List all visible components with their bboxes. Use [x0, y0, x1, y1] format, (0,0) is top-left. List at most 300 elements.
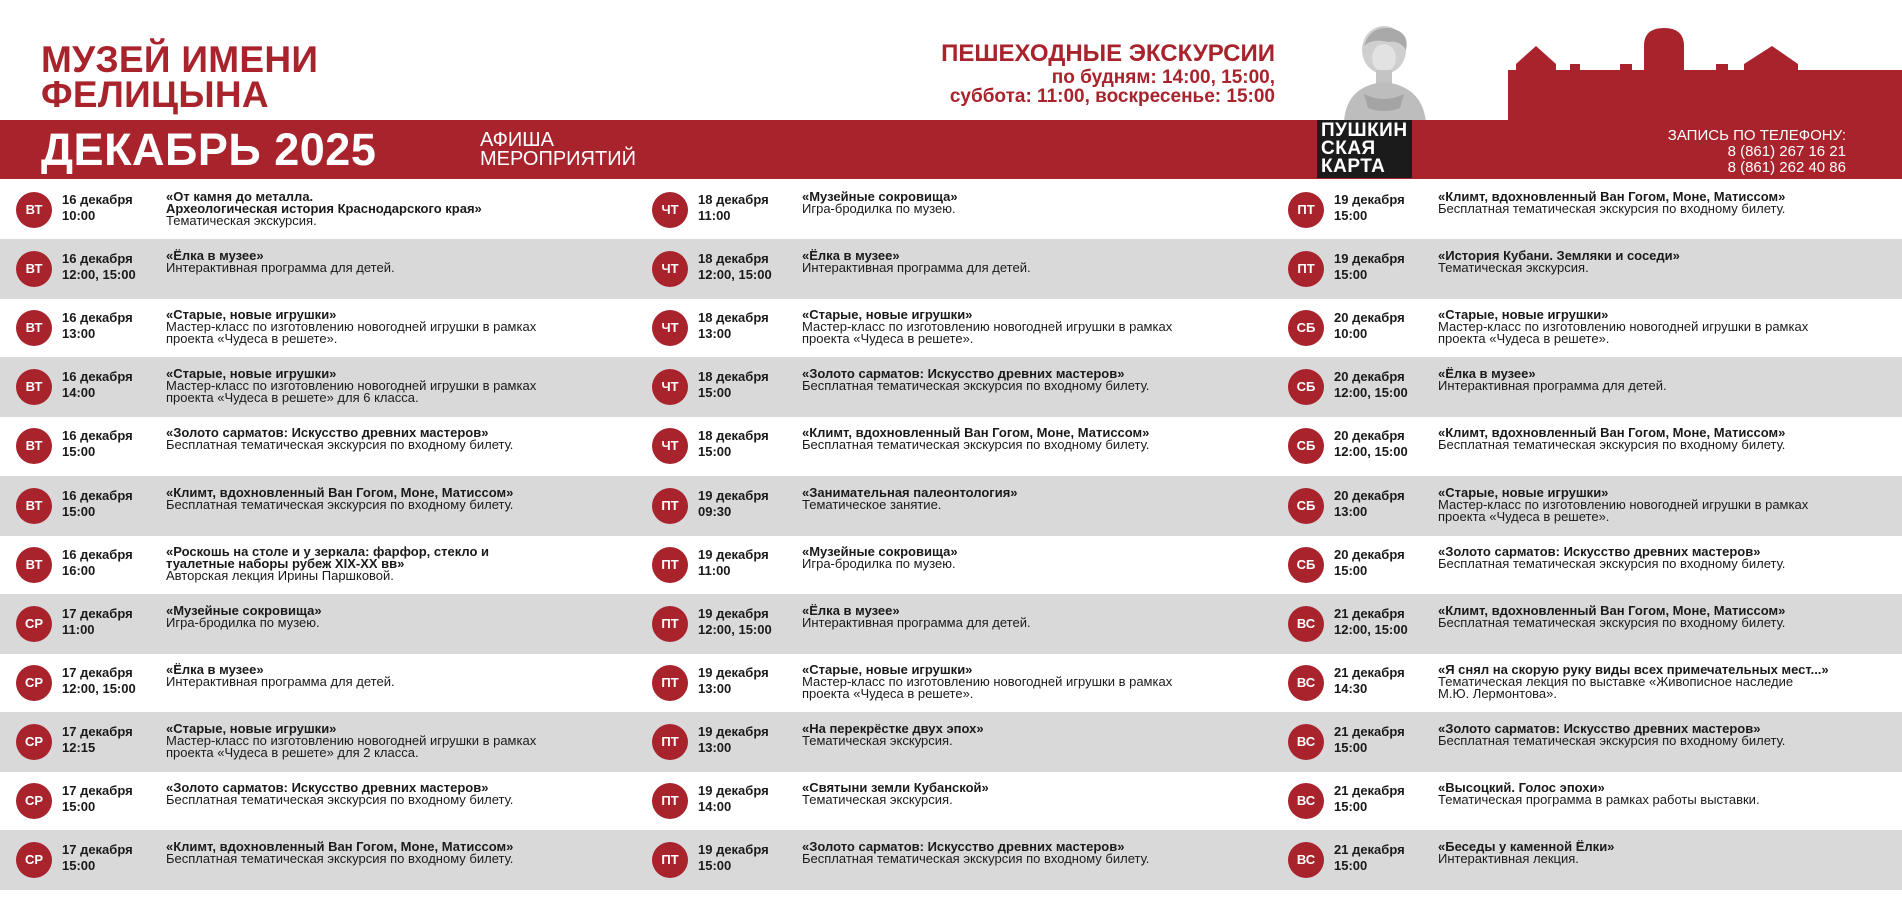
event-date: 21 декабря: [1334, 723, 1405, 739]
event-datetime: [1334, 310, 1405, 342]
event-date: 16 декабря: [62, 310, 133, 326]
event-date: 16 декабря: [62, 428, 133, 444]
event-datetime: [1334, 842, 1405, 874]
event-info: [166, 841, 513, 865]
event-date: 19 декабря: [698, 664, 769, 680]
weekday-badge: ВТ: [16, 251, 52, 287]
event-date: 19 декабря: [698, 723, 769, 739]
event-item: [0, 298, 630, 358]
event-item: [636, 476, 1266, 536]
event-datetime: [1334, 428, 1408, 460]
weekday-badge: ПТ: [652, 842, 688, 878]
event-title: «Старые, новые игрушки»: [166, 366, 337, 382]
event-time: 15:00: [1334, 267, 1368, 283]
event-title: «Музейные сокровища»: [802, 189, 958, 204]
event-info: [166, 427, 513, 451]
event-time: 09:30: [698, 503, 732, 519]
event-time: 12:15: [62, 739, 96, 755]
event-info: [166, 250, 395, 274]
event-description: проекта «Чудеса в решете».: [802, 331, 974, 347]
event-item: [0, 653, 630, 713]
weekday-badge: ВТ: [16, 488, 52, 524]
weekday-badge: ВС: [1288, 842, 1324, 878]
weekday-badge: ЧТ: [652, 428, 688, 464]
museum-name-line2: ФЕЛИЦЫНА: [41, 74, 269, 115]
weekday-badge: ВС: [1288, 724, 1324, 760]
event-info: [166, 782, 513, 806]
event-time: 12:00, 15:00: [698, 267, 772, 283]
event-date: 20 декабря: [1334, 546, 1405, 562]
event-item: [1272, 180, 1902, 240]
event-datetime: [698, 192, 769, 224]
event-title: «Золото сарматов: Искусство древних мастеров»: [802, 366, 1125, 382]
event-description: Тематическая программа в рамках работы выставки.: [1438, 792, 1760, 807]
event-date: 19 декабря: [698, 487, 769, 503]
event-datetime: [1334, 547, 1405, 579]
event-time: 15:00: [698, 444, 732, 460]
event-title: «Климт, вдохновленный Ван Гогом, Моне, Матиссом»: [1438, 425, 1786, 441]
event-description: Бесплатная тематическая экскурсия по входному билету.: [802, 437, 1150, 453]
event-info: [1438, 543, 1786, 571]
event-info: [802, 543, 958, 571]
event-title: «Золото сарматов: Искусство древних мастеров»: [1438, 720, 1761, 736]
weekday-badge: СБ: [1288, 428, 1324, 464]
event-description: Тематическая экскурсия.: [1438, 260, 1589, 276]
event-datetime: [698, 547, 769, 579]
event-datetime: [62, 428, 133, 460]
event-description: Бесплатная тематическая экскурсия по входному билету.: [166, 496, 514, 512]
event-description: Бесплатная тематическая экскурсия по входному билету.: [1438, 201, 1786, 216]
event-description: Тематическая экскурсия.: [166, 213, 317, 228]
event-item: [0, 476, 630, 536]
event-title: «Старые, новые игрушки»: [1438, 307, 1609, 323]
event-title: «Роскошь на столе и у зеркала: фарфор, стекло и: [166, 543, 490, 559]
event-datetime: [62, 251, 136, 283]
weekday-badge: ПТ: [1288, 192, 1324, 228]
phone-booking: [1668, 128, 1846, 176]
event-description: Бесплатная тематическая экскурсия по входному билету.: [1438, 732, 1786, 748]
phone-number-2: 8 (861) 262 40 86: [1727, 159, 1846, 176]
event-time: 13:00: [698, 326, 732, 342]
event-title: «Музейные сокровища»: [802, 543, 958, 559]
event-item: [1272, 653, 1902, 713]
weekday-badge: ВТ: [16, 547, 52, 583]
weekday-badge: СБ: [1288, 310, 1324, 346]
event-info: [166, 543, 490, 583]
event-description: проекта «Чудеса в решете» для 6 класса.: [166, 390, 419, 406]
event-item: [636, 535, 1266, 595]
events-schedule: [0, 180, 1902, 900]
event-description: Игра-бродилка по музею.: [166, 614, 320, 630]
event-description: Бесплатная тематическая экскурсия по входному билету.: [802, 378, 1150, 394]
event-date: 16 декабря: [62, 192, 133, 207]
event-info: [802, 309, 1172, 345]
event-info: [166, 720, 537, 760]
event-info: [1438, 841, 1614, 865]
event-info: [1438, 782, 1760, 806]
event-info: [1438, 368, 1667, 392]
event-title: «Климт, вдохновленный Ван Гогом, Моне, Матиссом»: [166, 484, 514, 500]
event-title: «Ёлка в музее»: [166, 248, 264, 264]
event-date: 19 декабря: [698, 546, 769, 562]
event-info: [802, 782, 989, 806]
phone-label: ЗАПИСЬ ПО ТЕЛЕФОНУ:: [1667, 127, 1846, 144]
event-date: 18 декабря: [698, 369, 769, 385]
event-description: Авторская лекция Ирины Паршковой.: [166, 567, 394, 583]
event-description: Мастер-класс по изготовлению новогодней игрушки в рамках: [802, 319, 1173, 335]
event-description: Тематическая экскурсия.: [802, 792, 953, 807]
phone-number-1: 8 (861) 267 16 21: [1727, 143, 1846, 160]
event-datetime: [698, 606, 772, 638]
event-info: [1438, 427, 1785, 451]
event-description: Бесплатная тематическая экскурсия по входному билету.: [1438, 614, 1786, 630]
event-datetime: [62, 665, 136, 697]
event-datetime: [62, 783, 133, 815]
event-title: «Беседы у каменной Ёлки»: [1438, 839, 1615, 855]
event-info: [166, 602, 322, 630]
event-date: 16 декабря: [62, 251, 133, 267]
event-title: Археологическая история Краснодарского края»: [166, 201, 482, 216]
event-time: 10:00: [62, 208, 96, 223]
event-description: М.Ю. Лермонтова».: [1438, 685, 1558, 701]
event-item: [0, 771, 630, 831]
event-time: 15:00: [62, 444, 96, 460]
event-datetime: [698, 783, 769, 815]
event-date: 16 декабря: [62, 546, 133, 562]
event-time: 11:00: [62, 621, 95, 637]
event-info: [802, 368, 1149, 392]
weekday-badge: СБ: [1288, 547, 1324, 583]
event-time: 15:00: [1334, 562, 1368, 578]
weekday-badge: ЧТ: [652, 310, 688, 346]
walking-tours-weekend: суббота: 11:00, воскресенье: 15:00: [949, 86, 1275, 107]
event-description: Мастер-класс по изготовлению новогодней игрушки в рамках: [166, 319, 537, 335]
event-info: [1438, 250, 1680, 274]
weekday-badge: ВС: [1288, 665, 1324, 701]
event-info: [802, 250, 1031, 274]
event-time: 15:00: [62, 799, 96, 814]
weekday-badge: ВС: [1288, 783, 1324, 819]
event-info: [802, 661, 1173, 701]
event-title: «Старые, новые игрушки»: [802, 661, 973, 677]
event-item: [1272, 239, 1902, 299]
event-date: 17 декабря: [62, 605, 133, 621]
event-time: 11:00: [698, 208, 731, 223]
event-title: «Музейные сокровища»: [166, 602, 322, 618]
event-title: «Золото сарматов: Искусство древних мастеров»: [1438, 543, 1761, 559]
event-datetime: [698, 251, 772, 283]
event-time: 12:00, 15:00: [698, 621, 772, 637]
event-time: 11:00: [698, 562, 731, 578]
weekday-badge: ВТ: [16, 428, 52, 464]
event-info: [166, 191, 482, 227]
weekday-badge: СР: [16, 606, 52, 642]
weekday-badge: ЧТ: [652, 369, 688, 405]
event-description: Мастер-класс по изготовлению новогодней игрушки в рамках: [166, 378, 537, 394]
event-title: «История Кубани. Земляки и соседи»: [1438, 248, 1680, 264]
museum-name-line1: МУЗЕЙ ИМЕНИ: [41, 39, 319, 80]
event-title: «Ёлка в музее»: [1438, 366, 1536, 382]
afisha-line2: МЕРОПРИЯТИЙ: [480, 148, 636, 170]
event-datetime: [1334, 783, 1405, 815]
event-item: [0, 180, 630, 240]
event-title: «Климт, вдохновленный Ван Гогом, Моне, Матиссом»: [1438, 602, 1786, 618]
event-description: Бесплатная тематическая экскурсия по входному билету.: [802, 851, 1150, 867]
event-time: 12:00, 15:00: [62, 267, 136, 283]
weekday-badge: СР: [16, 783, 52, 819]
event-item: [636, 180, 1266, 240]
event-item: [0, 357, 630, 417]
event-title: «Старые, новые игрушки»: [802, 307, 973, 323]
event-description: Тематическое занятие.: [802, 496, 942, 512]
event-description: проекта «Чудеса в решете».: [802, 685, 974, 701]
event-title: «Золото сарматов: Искусство древних мастеров»: [166, 425, 489, 441]
event-time: 15:00: [1334, 739, 1368, 755]
month-title: ДЕКАБРЬ 2025: [41, 124, 377, 175]
event-description: Бесплатная тематическая экскурсия по входному билету.: [166, 437, 514, 453]
event-item: [1272, 594, 1902, 654]
event-datetime: [62, 547, 133, 579]
event-time: 15:00: [62, 858, 96, 874]
event-description: Бесплатная тематическая экскурсия по входному билету.: [1438, 437, 1786, 453]
pushkin-card-line2: СКАЯ: [1321, 138, 1376, 159]
event-item: [636, 771, 1266, 831]
event-info: [802, 720, 984, 748]
event-datetime: [1334, 606, 1408, 638]
event-item: [636, 298, 1266, 358]
event-datetime: [698, 369, 769, 401]
event-datetime: [62, 488, 133, 520]
weekday-badge: СР: [16, 842, 52, 878]
event-info: [166, 309, 536, 345]
event-datetime: [698, 842, 769, 874]
event-info: [1438, 484, 1809, 524]
event-description: Интерактивная программа для детей.: [802, 614, 1031, 630]
event-item: [0, 535, 630, 595]
weekday-badge: СБ: [1288, 488, 1324, 524]
event-title: «Климт, вдохновленный Ван Гогом, Моне, Матиссом»: [802, 425, 1150, 441]
weekday-badge: ВС: [1288, 606, 1324, 642]
event-date: 17 декабря: [62, 842, 133, 858]
event-info: [166, 484, 514, 512]
pushkin-card-line1: ПУШКИН: [1321, 120, 1408, 141]
event-time: 14:00: [62, 385, 96, 401]
event-date: 16 декабря: [62, 487, 133, 503]
weekday-badge: ПТ: [652, 783, 688, 819]
walking-tours-info: [941, 40, 1275, 106]
event-description: Интерактивная программа для детей.: [166, 260, 395, 276]
event-info: [1438, 191, 1785, 215]
event-item: [1272, 476, 1902, 536]
event-title: «Ёлка в музее»: [802, 602, 900, 618]
event-description: Мастер-класс по изготовлению новогодней игрушки в рамках: [1438, 319, 1809, 335]
event-title: «Старые, новые игрушки»: [166, 307, 337, 323]
afisha-line1: АФИША: [480, 129, 554, 151]
event-info: [1438, 309, 1808, 345]
event-date: 21 декабря: [1334, 842, 1405, 858]
event-description: Мастер-класс по изготовлению новогодней игрушки в рамках: [1438, 496, 1809, 512]
event-title: «От камня до металла.: [166, 189, 314, 204]
event-time: 13:00: [698, 739, 732, 755]
walking-tours-weekdays: по будням: 14:00, 15:00,: [1051, 67, 1275, 88]
event-description: Бесплатная тематическая экскурсия по входному билету.: [166, 851, 514, 867]
museum-name: [41, 39, 319, 115]
event-date: 17 декабря: [62, 723, 133, 739]
event-date: 20 декабря: [1334, 487, 1405, 503]
event-datetime: [698, 428, 769, 460]
event-title: «Ёлка в музее»: [166, 661, 264, 677]
event-date: 21 декабря: [1334, 783, 1405, 798]
event-time: 12:00, 15:00: [1334, 444, 1408, 460]
event-time: 15:00: [698, 858, 732, 874]
weekday-badge: ПТ: [652, 724, 688, 760]
event-datetime: [62, 842, 133, 874]
event-description: Игра-бродилка по музею.: [802, 555, 956, 571]
museum-building-silhouette-icon: [1508, 24, 1902, 122]
event-title: «Климт, вдохновленный Ван Гогом, Моне, Матиссом»: [1438, 189, 1786, 204]
event-date: 20 декабря: [1334, 369, 1405, 385]
event-time: 15:00: [1334, 799, 1368, 814]
event-item: [1272, 357, 1902, 417]
event-description: Интерактивная программа для детей.: [166, 673, 395, 689]
event-info: [166, 368, 536, 404]
event-info: [1438, 720, 1786, 748]
event-description: Интерактивная программа для детей.: [1438, 378, 1667, 394]
event-info: [1438, 602, 1786, 630]
event-title: «Старые, новые игрушки»: [1438, 484, 1609, 500]
event-description: проекта «Чудеса в решете».: [166, 331, 338, 347]
event-datetime: [698, 665, 769, 697]
event-time: 13:00: [698, 680, 732, 696]
event-info: [802, 602, 1031, 630]
weekday-badge: СР: [16, 724, 52, 760]
event-description: Интерактивная программа для детей.: [802, 260, 1031, 276]
event-datetime: [62, 724, 133, 756]
walking-tours-title: ПЕШЕХОДНЫЕ ЭКСКУРСИИ: [941, 40, 1275, 67]
event-date: 17 декабря: [62, 664, 133, 680]
event-item: [1272, 298, 1902, 358]
event-item: [0, 416, 630, 476]
event-date: 19 декабря: [698, 842, 769, 858]
event-title: «Святыни земли Кубанской»: [802, 780, 989, 795]
event-item: [636, 594, 1266, 654]
weekday-badge: СБ: [1288, 369, 1324, 405]
event-datetime: [698, 724, 769, 756]
event-time: 14:30: [1334, 680, 1368, 696]
event-date: 21 декабря: [1334, 664, 1405, 680]
weekday-badge: ПТ: [652, 488, 688, 524]
event-time: 15:00: [698, 385, 732, 401]
event-time: 14:00: [698, 799, 732, 814]
pushkin-card-line3: КАРТА: [1321, 156, 1386, 177]
event-description: проекта «Чудеса в решете» для 2 класса.: [166, 744, 419, 760]
weekday-badge: СР: [16, 665, 52, 701]
event-date: 18 декабря: [698, 192, 769, 207]
event-title: «Я снял на скорую руку виды всех примечательных мест...»: [1438, 661, 1829, 677]
event-date: 19 декабря: [1334, 251, 1405, 267]
event-info: [802, 484, 1018, 512]
event-title: «Климт, вдохновленный Ван Гогом, Моне, Матиссом»: [166, 839, 514, 855]
pushkin-bust-icon: [1330, 24, 1440, 122]
event-info: [802, 191, 958, 215]
event-item: [636, 239, 1266, 299]
event-date: 19 декабря: [698, 605, 769, 621]
event-time: 12:00, 15:00: [62, 680, 136, 696]
weekday-badge: ВТ: [16, 192, 52, 228]
event-datetime: [1334, 724, 1405, 756]
event-item: [1272, 830, 1902, 890]
event-description: Интерактивная лекция.: [1438, 851, 1579, 867]
event-datetime: [1334, 488, 1405, 520]
event-time: 13:00: [1334, 503, 1368, 519]
event-item: [1272, 416, 1902, 476]
event-date: 20 декабря: [1334, 310, 1405, 326]
event-datetime: [698, 488, 769, 520]
event-title: «Золото сарматов: Искусство древних мастеров»: [802, 839, 1125, 855]
event-date: 19 декабря: [698, 783, 769, 798]
weekday-badge: ВТ: [16, 369, 52, 405]
weekday-badge: ПТ: [652, 606, 688, 642]
event-title: «Высоцкий. Голос эпохи»: [1438, 780, 1605, 795]
event-datetime: [698, 310, 769, 342]
event-info: [802, 427, 1149, 451]
weekday-badge: ЧТ: [652, 251, 688, 287]
event-info: [802, 841, 1149, 865]
event-time: 15:00: [1334, 858, 1368, 874]
event-date: 19 декабря: [1334, 192, 1405, 207]
event-title: «Занимательная палеонтология»: [802, 484, 1018, 500]
event-datetime: [1334, 192, 1405, 224]
weekday-badge: ПТ: [652, 547, 688, 583]
event-item: [636, 653, 1266, 713]
event-time: 12:00, 15:00: [1334, 385, 1408, 401]
event-info: [166, 661, 395, 689]
event-date: 18 декабря: [698, 251, 769, 267]
event-description: Тематическая лекция по выставке «Живописное наследие: [1438, 673, 1794, 689]
event-date: 18 декабря: [698, 310, 769, 326]
event-time: 15:00: [1334, 208, 1368, 223]
event-datetime: [1334, 665, 1405, 697]
event-date: 17 декабря: [62, 783, 133, 798]
pushkin-card-logo: [1317, 120, 1412, 178]
event-item: [636, 830, 1266, 890]
event-item: [1272, 771, 1902, 831]
event-time: 12:00, 15:00: [1334, 621, 1408, 637]
weekday-badge: ПТ: [652, 665, 688, 701]
weekday-badge: ПТ: [1288, 251, 1324, 287]
event-datetime: [1334, 251, 1405, 283]
event-time: 13:00: [62, 326, 96, 342]
event-description: Бесплатная тематическая экскурсия по входному билету.: [166, 792, 514, 807]
event-description: Мастер-класс по изготовлению новогодней игрушки в рамках: [802, 673, 1173, 689]
event-datetime: [1334, 369, 1408, 401]
event-item: [1272, 712, 1902, 772]
event-item: [0, 830, 630, 890]
event-description: Мастер-класс по изготовлению новогодней игрушки в рамках: [166, 732, 537, 748]
event-info: [1438, 661, 1829, 701]
weekday-badge: ЧТ: [652, 192, 688, 228]
event-title: «На перекрёстке двух эпох»: [802, 720, 984, 736]
event-date: 18 декабря: [698, 428, 769, 444]
event-date: 20 декабря: [1334, 428, 1405, 444]
event-datetime: [62, 192, 133, 224]
event-date: 21 декабря: [1334, 605, 1405, 621]
event-item: [636, 712, 1266, 772]
event-time: 10:00: [1334, 326, 1368, 342]
poster-header: [0, 0, 1902, 180]
weekday-badge: ВТ: [16, 310, 52, 346]
event-date: 16 декабря: [62, 369, 133, 385]
